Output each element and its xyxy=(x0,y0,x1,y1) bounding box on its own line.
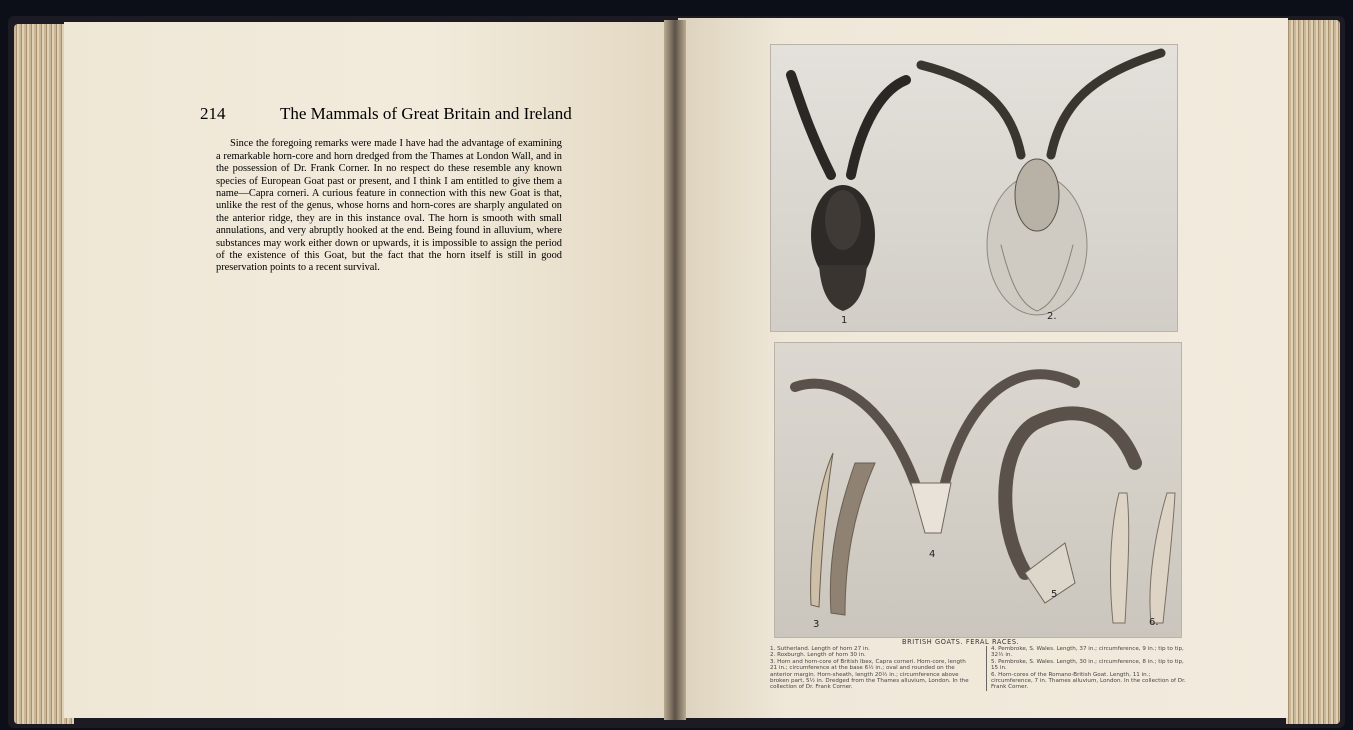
caption-left-column xyxy=(770,646,972,691)
page-number: 214 xyxy=(200,104,226,123)
horns-illustration xyxy=(775,343,1181,637)
caption-item-3: 3. Horn and horn-core of British Ibex, Capra corneri. Horn-core, length 21 in.; circumference at the base 6½ in.; oval and rounded on the anterior margin. Horn-sheath, length 20½ in.; circumference above broken part, 5½ in. Dredged from the Thames alluvium, London. In the collection of Dr. Frank Corner. xyxy=(770,658,969,691)
figure-label-5: 5 xyxy=(1051,589,1058,600)
figure-label-2: 2. xyxy=(1047,311,1057,322)
goat-head-1 xyxy=(791,75,906,311)
horn-cores-6 xyxy=(1111,493,1175,623)
goat-heads-illustration xyxy=(771,45,1177,331)
caption-right-column xyxy=(986,646,1187,691)
caption-item-6: 6. Horn-cores of the Romano-British Goat. Length, 11 in.; circumference, 7 in. Thames alluvium, London. In the collection of Dr. Frank Corner. xyxy=(991,671,1186,691)
plate-horns xyxy=(774,342,1182,638)
goat-head-2 xyxy=(921,53,1161,315)
caption-item-2: 2. Roxburgh. Length of horn 30 in. xyxy=(770,652,866,659)
figure-label-3: 3 xyxy=(813,619,820,630)
horn-sheath-3 xyxy=(811,453,875,615)
figure-label-4: 4 xyxy=(929,549,936,560)
caption-item-4: 4. Pembroke, S. Wales. Length, 37 in.; circumference, 9 in.; tip to tip, 32½ in. xyxy=(991,646,1184,659)
caption-title: BRITISH GOATS. FERAL RACES. xyxy=(902,638,1020,646)
body-paragraph: Since the foregoing remarks were made I have had the advantage of examining a remarkable horn-core and horn dredged from the Thames at London Wall, and in the possession of Dr. Frank Corner. In no respect do these resemble any known species of European Goat past or present, and I think I am entitled to give them a name—Capra corneri. A curious feature in connection with this new Goat is that, unlike the rest of the genus, whose horns and horn-cores are sharply angulated on the anterior ridge, they are in this instance oval. The horn is smooth with small annulations, and very abruptly hooked at the end. Being found in alluvium, where substances may work either down or upwards, it is impossible to assign the period of the existence of this Goat, but the fact that the horn itself is still in good preservation points to a recent survival. xyxy=(216,138,562,274)
running-title: The Mammals of Great Britain and Ireland xyxy=(280,104,572,123)
book-gutter xyxy=(664,20,686,720)
page-header xyxy=(200,104,572,128)
figure-label-6: 6. xyxy=(1149,617,1159,628)
skull-4 xyxy=(795,374,1075,533)
caption-item-1: 1. Sutherland. Length of horn 27 in. xyxy=(770,646,870,652)
figure-label-1: 1 xyxy=(841,315,848,326)
plate-goat-heads xyxy=(770,44,1178,332)
page-edges-right xyxy=(1286,20,1340,724)
caption-item-5: 5. Pembroke, S. Wales. Length, 30 in.; circumference, 8 in.; tip to tip, 15 in. xyxy=(991,658,1184,672)
